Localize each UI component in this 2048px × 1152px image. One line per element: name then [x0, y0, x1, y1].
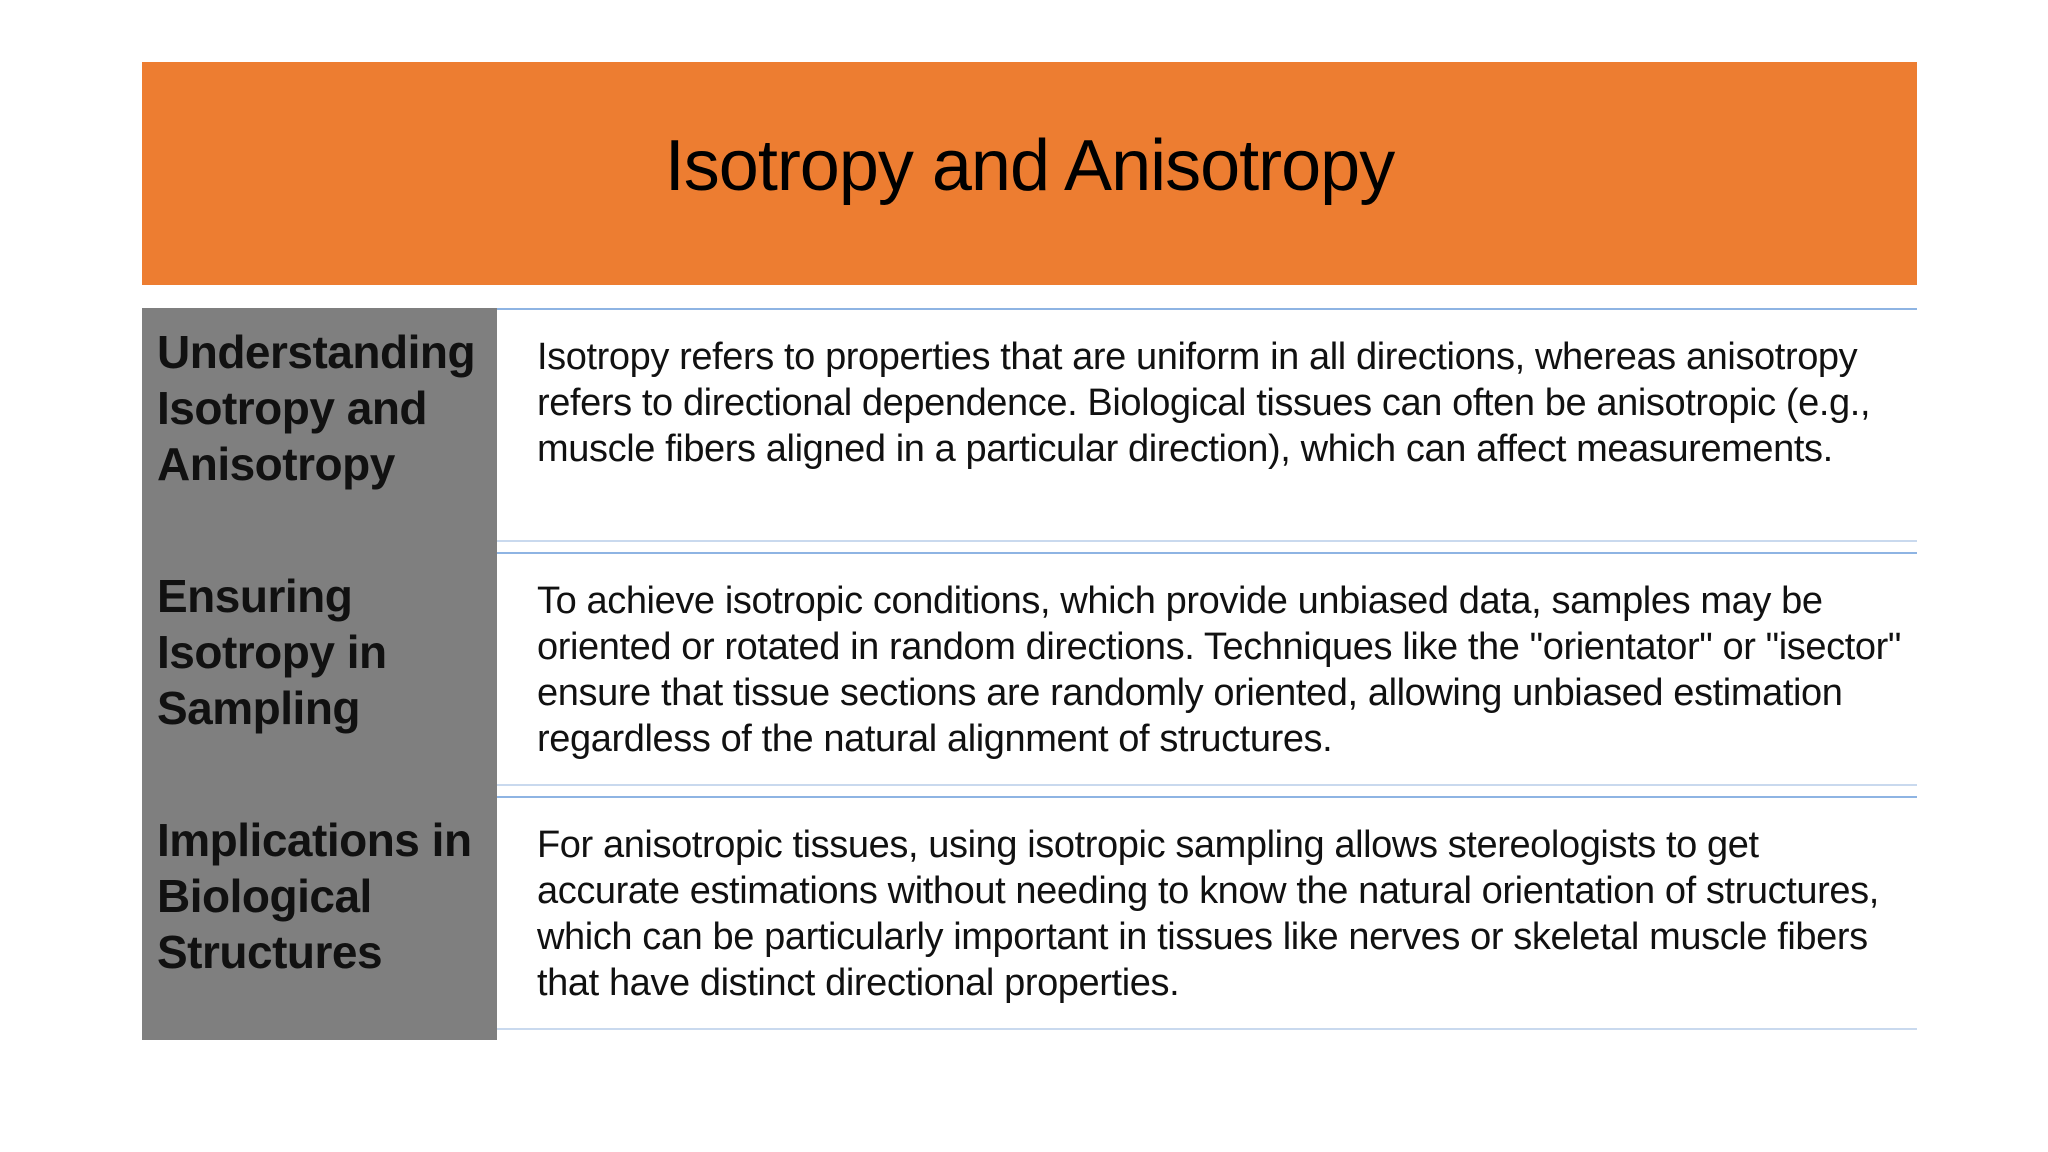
- row-text: For anisotropic tissues, using isotropic sampling allows stereologists to get accurate estimations without needing to know the natural orientation of structures, which can be particularly important in tissues like nerves or skeletal muscle fibers that have distinct directional properties.: [497, 796, 1917, 1040]
- content-table: [142, 308, 1917, 1040]
- row-label: Implications in Biological Structures: [142, 796, 497, 1040]
- row-text: Isotropy refers to properties that are uniform in all directions, whereas anisotropy refers to directional dependence. Biological tissues can often be anisotropic (e.g., muscle fibers aligned in a particular direction), which can affect measurements.: [497, 308, 1917, 552]
- table-row: [142, 308, 1917, 552]
- row-label: Understanding Isotropy and Anisotropy: [142, 308, 497, 552]
- row-label: Ensuring Isotropy in Sampling: [142, 552, 497, 796]
- table-row: [142, 796, 1917, 1040]
- slide-title: Isotropy and Anisotropy: [664, 125, 1395, 206]
- title-banner: [142, 62, 1917, 285]
- row-text: To achieve isotropic conditions, which provide unbiased data, samples may be oriented or rotated in random directions. Techniques like the "orientator" or "isector" ensure that tissue sections are randomly oriented, allowing unbiased estimation regardless of the natural alignment of structures.: [497, 552, 1917, 796]
- table-row: [142, 552, 1917, 796]
